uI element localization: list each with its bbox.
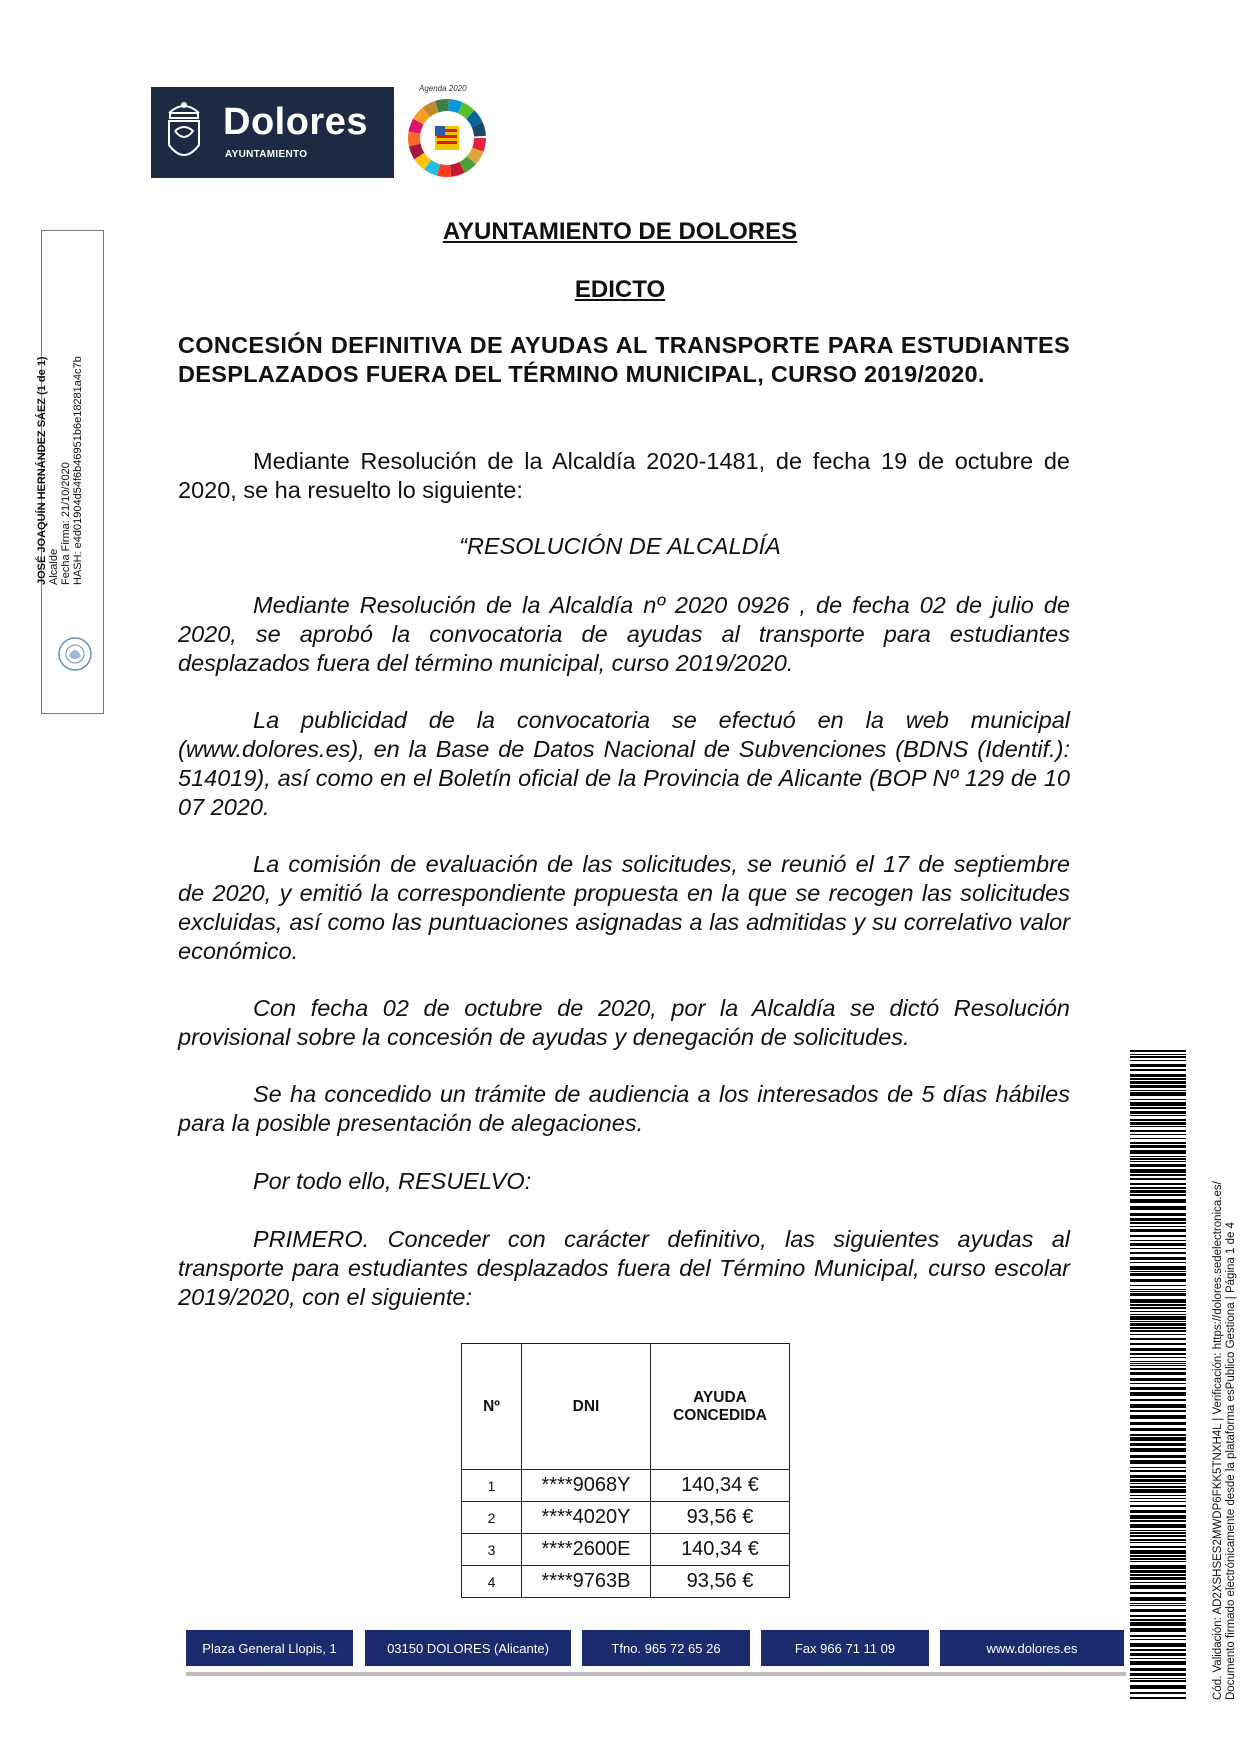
paragraph-6: Por todo ello, RESUELVO: — [253, 1168, 532, 1194]
paragraph-2: La publicidad de la convocatoria se efectuó en la web municipal (www.dolores.es), en la Base de Datos Nacional de Subvenciones (BDNS (Identif.): 514019), así como en el Boletín oficial de la Provincia de Alicante (BOP Nº 129 de 10 07 2020. — [178, 707, 1070, 820]
footer-address: Plaza General Llopis, 1 — [186, 1630, 353, 1666]
table-row — [462, 1470, 790, 1502]
paragraph-5: Se ha concedido un trámite de audiencia a los interesados de 5 días hábiles para la posible presentación de alegaciones. — [178, 1081, 1070, 1136]
grants-table — [461, 1343, 790, 1598]
row-number: 2 — [462, 1502, 522, 1534]
table-row — [462, 1534, 790, 1566]
header-amount: AYUDA CONCEDIDA — [651, 1344, 790, 1470]
paragraph-3: La comisión de evaluación de las solicitudes, se reunió el 17 de septiembre de 2020, y emitió la correspondiente propuesta en la que se recogen las solicitudes excluidas, así como las puntuaciones asignadas a las admitidas y su correlativo valor económico. — [178, 851, 1070, 964]
row-amount: 140,34 € — [651, 1534, 790, 1566]
row-dni: ****4020Y — [522, 1502, 651, 1534]
row-amount: 93,56 € — [651, 1566, 790, 1598]
validation-line-2: Documento firmado electrónicamente desde la plataforma esPublico Gestiona | Página 1 de 4 — [1225, 1222, 1237, 1700]
subject-heading: CONCESIÓN DEFINITIVA DE AYUDAS AL TRANSPORTE PARA ESTUDIANTES DESPLAZADOS FUERA DEL TÉRMINO MUNICIPAL, CURSO 2019/2020. — [178, 332, 1070, 387]
row-dni: ****2600E — [522, 1534, 651, 1566]
document-type: EDICTO — [574, 276, 666, 303]
signer-name: JOSÉ JOAQUÍN HERNÁNDEZ SÁEZ (1 de 1) — [36, 356, 48, 585]
footer-website: www.dolores.es — [940, 1630, 1124, 1666]
row-number: 4 — [462, 1566, 522, 1598]
table-header-row — [462, 1344, 790, 1470]
resolution-title: “RESOLUCIÓN DE ALCALDÍA — [459, 533, 781, 559]
row-amount: 93,56 € — [651, 1502, 790, 1534]
footer-fax: Fax 966 71 11 09 — [761, 1630, 929, 1666]
paragraph-7: PRIMERO. Conceder con carácter definitivo, las siguientes ayudas al transporte para estudiantes desplazados fuera del Término Municipal, curso escolar 2019/2020, con el siguiente: — [178, 1226, 1070, 1310]
table-row — [462, 1502, 790, 1534]
signer-role: Alcalde — [48, 548, 60, 585]
row-number: 3 — [462, 1534, 522, 1566]
intro-paragraph: Mediante Resolución de la Alcaldía 2020-1481, de fecha 19 de octubre de 2020, se ha resuelto lo siguiente: — [178, 448, 1070, 503]
logo-subtitle: AYUNTAMIENTO — [225, 149, 308, 160]
header-dni: DNI — [522, 1344, 651, 1470]
footer-phone: Tfno. 965 72 65 26 — [582, 1630, 750, 1666]
row-dni: ****9763B — [522, 1566, 651, 1598]
page-title: AYUNTAMIENTO DE DOLORES — [442, 218, 798, 245]
validation-line-1: Cód. Validación: AD2XSHSES2MWDP6FKK5TNXH4L | Verificación: https://dolores.sedelectronica.es/ — [1212, 1181, 1224, 1700]
agenda-label: Agenda 2020 — [419, 84, 467, 93]
coat-of-arms-icon — [161, 95, 207, 170]
official-seal-icon — [57, 636, 93, 672]
row-amount: 140,34 € — [651, 1470, 790, 1502]
paragraph-1: Mediante Resolución de la Alcaldía nº 2020 0926 , de fecha 02 de julio de 2020, se aprobó la convocatoria de ayudas al transporte para estudiantes desplazados fuera del término municipal, curso 2019/2020. — [178, 592, 1070, 676]
signature-hash: HASH: e4d01904d54f6b46951b6e18281a4c7b — [72, 356, 84, 585]
footer-city: 03150 DOLORES (Alicante) — [365, 1630, 571, 1666]
validation-text — [1212, 1181, 1238, 1700]
signature-date: Fecha Firma: 21/10/2020 — [60, 462, 72, 585]
row-number: 1 — [462, 1470, 522, 1502]
logo-name: Dolores — [223, 101, 368, 143]
footer-bar — [186, 1630, 1124, 1666]
validation-barcode — [1130, 1050, 1186, 1700]
footer-divider — [186, 1672, 1126, 1676]
paragraph-4: Con fecha 02 de octubre de 2020, por la Alcaldía se dictó Resolución provisional sobre la concesión de ayudas y denegación de solicitudes. — [178, 995, 1070, 1050]
header-number: Nº — [462, 1344, 522, 1470]
dolores-logo — [151, 87, 394, 178]
agenda-2030-logo — [399, 84, 495, 180]
table-row — [462, 1566, 790, 1598]
sdg-wheel-icon — [399, 84, 495, 180]
row-dni: ****9068Y — [522, 1470, 651, 1502]
